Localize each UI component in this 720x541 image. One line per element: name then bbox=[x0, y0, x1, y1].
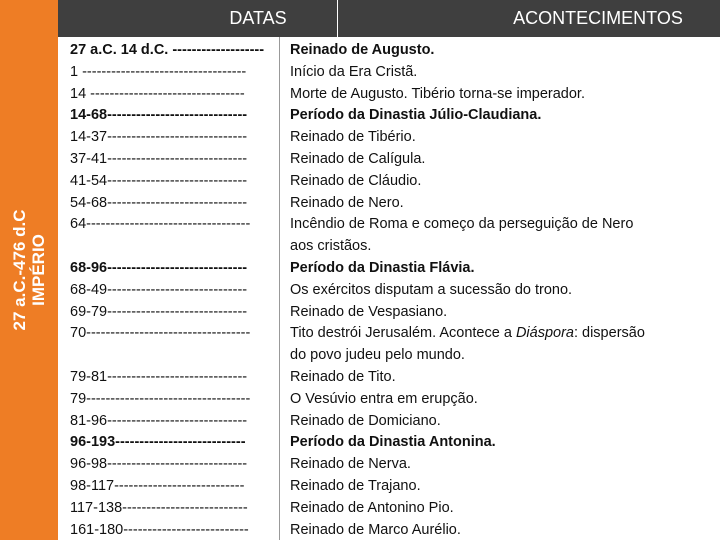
sidebar-line-period: 27 a.C.-476 d.C bbox=[10, 209, 29, 331]
event-cell: Morte de Augusto. Tibério torna-se imperador. bbox=[290, 85, 585, 102]
date-cell-blank bbox=[70, 345, 284, 367]
event-emphasis: Diáspora bbox=[515, 325, 574, 342]
event-cell: Os exércitos disputam a sucessão do trono. bbox=[290, 281, 573, 298]
date-cell: 96-193--------------------------- bbox=[70, 434, 246, 451]
event-text: Tito destrói Jerusalém. Acontece a bbox=[290, 325, 516, 342]
dates-column-header: DATAS bbox=[229, 8, 287, 28]
header-divider bbox=[337, 0, 338, 37]
event-cell: Reinado de Marco Aurélio. bbox=[290, 521, 461, 538]
event-cell: Período da Dinastia Júlio-Claudiana. bbox=[290, 107, 542, 124]
events-column bbox=[288, 40, 718, 541]
date-cell: 37-41----------------------------- bbox=[70, 150, 248, 167]
date-cell: 68-96----------------------------- bbox=[70, 259, 248, 276]
date-cell: 14 -------------------------------- bbox=[70, 85, 245, 102]
sidebar-title bbox=[10, 210, 48, 331]
date-cell: 14-68----------------------------- bbox=[70, 107, 248, 124]
event-cell: Reinado de Augusto. bbox=[290, 42, 435, 58]
event-cell: Reinado de Nero. bbox=[290, 194, 404, 211]
event-cell: Reinado de Trajano. bbox=[290, 477, 421, 494]
date-cell: 64---------------------------------- bbox=[70, 216, 251, 233]
date-cell: 79-81----------------------------- bbox=[70, 368, 248, 385]
event-cell: Reinado de Tito. bbox=[290, 368, 396, 385]
sidebar-banner bbox=[0, 0, 58, 540]
table-header bbox=[58, 0, 720, 37]
date-cell: 70---------------------------------- bbox=[70, 325, 251, 342]
date-cell: 69-79----------------------------- bbox=[70, 303, 248, 320]
date-cell: 79---------------------------------- bbox=[70, 390, 251, 407]
date-cell: 96-98----------------------------- bbox=[70, 456, 248, 473]
event-cell: Reinado de Cláudio. bbox=[290, 172, 422, 189]
event-cell: Reinado de Vespasiano. bbox=[290, 303, 448, 320]
event-text: : dispersão bbox=[573, 325, 645, 342]
event-cell: Reinado de Nerva. bbox=[290, 456, 411, 473]
event-cell: Incêndio de Roma e começo da perseguição de Nero bbox=[290, 216, 634, 233]
date-cell: 27 a.C. 14 d.C. ------------------- bbox=[70, 42, 265, 58]
event-cell-continuation: do povo judeu pelo mundo. bbox=[290, 347, 465, 364]
date-cell: 14-37----------------------------- bbox=[70, 129, 248, 146]
dates-column bbox=[70, 40, 284, 541]
date-cell: 161-180-------------------------- bbox=[70, 521, 249, 538]
event-cell: Reinado de Antonino Pio. bbox=[290, 499, 454, 516]
date-cell: 1 ---------------------------------- bbox=[70, 63, 247, 80]
events-column-header: ACONTECIMENTOS bbox=[513, 8, 683, 28]
event-cell: Reinado de Tibério. bbox=[290, 129, 416, 146]
event-cell: O Vesúvio entra em erupção. bbox=[290, 390, 478, 407]
event-cell: Reinado de Calígula. bbox=[290, 150, 426, 167]
event-cell bbox=[288, 323, 718, 345]
event-cell: Reinado de Domiciano. bbox=[290, 412, 441, 429]
date-cell-blank bbox=[70, 236, 284, 258]
date-cell: 41-54----------------------------- bbox=[70, 172, 248, 189]
date-cell: 54-68----------------------------- bbox=[70, 194, 248, 211]
date-cell: 81-96----------------------------- bbox=[70, 412, 248, 429]
event-cell: Período da Dinastia Flávia. bbox=[290, 259, 475, 276]
date-cell: 117-138-------------------------- bbox=[70, 499, 248, 516]
event-cell-continuation: aos cristãos. bbox=[290, 238, 372, 255]
event-cell: Período da Dinastia Antonina. bbox=[290, 434, 496, 451]
date-cell: 68-49----------------------------- bbox=[70, 281, 248, 298]
date-cell: 98-117--------------------------- bbox=[70, 477, 245, 494]
event-cell: Início da Era Cristã. bbox=[290, 63, 418, 80]
sidebar-line-label: IMPÉRIO bbox=[29, 234, 48, 306]
